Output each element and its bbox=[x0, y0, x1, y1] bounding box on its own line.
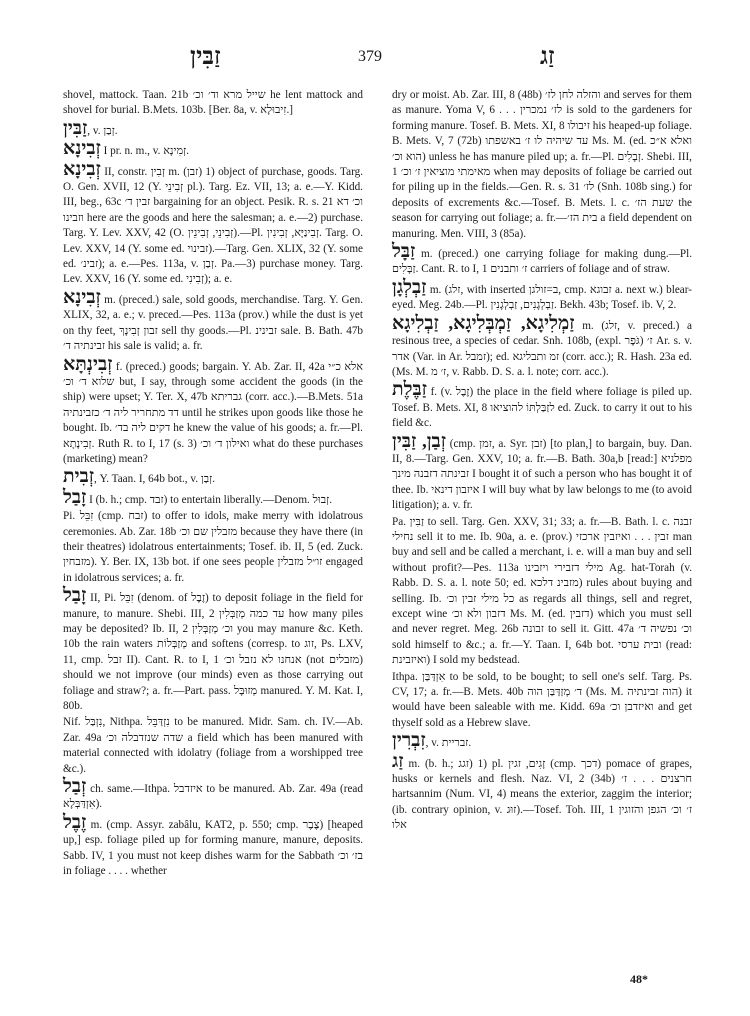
entry-text: I pr. n. m., v. זְמִינָא. bbox=[100, 145, 190, 158]
entry-text: shovel, mattock. Taan. 21b שייל מרא וד׳ וכ׳ he lent mattock and shovel for burial. B.Mets. 103b. [Ber. 8a, v. זִיבוּלָא.] bbox=[63, 89, 363, 117]
entry-headword: זְבַל bbox=[63, 776, 87, 798]
entry-text: Nif. נִזְבַּל, Nithpa. נִזְדַּבֵּל to be manured. Midr. Sam. ch. IV.—Ab. Zar. 49a שדה שנזדבלה וכ׳ a field which has been manured with material connected with idolatry (foliage from a worshipped tree &c.). bbox=[63, 716, 363, 775]
dictionary-entry bbox=[392, 670, 692, 732]
entry-headword: זְבַן, זַבִּין bbox=[392, 430, 446, 452]
entry-text: Ithpa. אִזְדַּבַּן to be sold, to be bought; to sell one's self. Targ. Ps. CV, 17; a. fr.—B. Mets. 40b ד׳ מְזַדַּבַּן הוה (Ms. M. הוה זבינתיה) it would have been saleable with me. Kidd. 69a ואיזדבן וכ׳ and get thyself sold as a Hebrew slave. bbox=[392, 670, 692, 729]
entry-headword: זַבְלְגָן bbox=[392, 276, 427, 298]
dictionary-entry bbox=[63, 286, 364, 355]
entry-text: (cmp. זמן, a. Syr. זבן) [to plan,] to bargain, buy. Dan. II, 8.—Targ. Gen. XXV, 10; a. fr.—B. Bath. 30a,b [read:] מפלניא זבינתה דזבנה מינך I bought it of such a person who has bought it of thee. Ib. איזבון דינאי I will buy what by law belongs to me (to avoid litigation); a. v. fr. bbox=[392, 437, 693, 512]
entry-headword: זָבַל bbox=[63, 486, 87, 508]
dictionary-entry bbox=[63, 353, 364, 468]
entry-text: I (b. h.; cmp. זבד) to entertain liberally.—Denom. זְבוּל. bbox=[86, 493, 333, 506]
right-running-head: זַג bbox=[540, 44, 555, 70]
entry-text: m. (preced.) sale, sold goods, merchandise. Targ. Y. Gen. XLIX, 32, a. e.; v. preced.—Pes. 113a (prov.) while the dust is yet on thy feet, זבון זְבִינָךְ sell thy goods.—Pl. זבינינ sale. B. Bath. 47b זבינתיה ד׳ his sale is valid; a. fr. bbox=[63, 293, 364, 353]
entry-headword: זִבְרִין bbox=[392, 730, 426, 752]
dictionary-entry bbox=[392, 243, 692, 278]
dictionary-entry bbox=[392, 88, 692, 242]
left-column bbox=[63, 88, 363, 881]
entry-headword: זֶבֶל bbox=[63, 811, 87, 833]
page-number: 379 bbox=[358, 48, 382, 65]
entry-text: Pa. זַבִּין to sell. Targ. Gen. XXV, 31; 33; a. fr.—B. Bath. l. c. זבנה נחילי sell it to me. Ib. 90a, a. e. (prov.) זבין . . . ואיזבין ארכזי man buy and sell and be called a merchant, i. e. will a man buy and sell without profit?—Pes. 113a מילי דזבירי ויזבינו Ag. hat-Torah (v. Rabb. D. S. a. l. note 50; ed. מזבינ דלכא) rules about buying and selling. Ib. כל מילי זבין וכ׳ as regards all things, sell and regret, except wine דזבון ולא וכ׳ Ms. M. (ed. דזבין) which you must sell and never regret. Meg. 26b זבונה to sell it. Gitt. 47a וכ׳ נפשיה ד׳ sold himself to &c.; a. fr.—Y. Taan. I, 64b bot. ובית ערסי (read: ואיזבינת) I sold my bedstead. bbox=[392, 515, 693, 667]
dictionary-entry bbox=[63, 811, 363, 880]
entry-headword: זַג bbox=[392, 750, 404, 772]
dictionary-entry bbox=[392, 732, 692, 751]
entry-text: m. (cmp. Assyr. zabâlu, KAT2, p. 550; cmp. צֶבֶר) [heaped up,] esp. foliage piled up for forming manure, manure, deposits. Sabb. IV, 1 you must not keep dishes warm for the Sabbath בז׳ וכ׳ in foliage . . . . whether bbox=[63, 818, 363, 878]
dictionary-entry bbox=[63, 509, 363, 586]
signature-mark: 48* bbox=[630, 972, 648, 986]
entry-text: Pi. זִבֵּל (cmp. זבח) to offer to idols, make merry with idolatrous ceremonies. Ab. Zar. 18b מזבלין שם וכ׳ because they have there (in their theatres) idolatrous entertainments; Tosef. ib. II, 5 (ed. Zuck. מזבחין). Y. Ber. IX, 13b bot. if one sees people זו״ל מזבלין engaged in idolatrous services; a. fr. bbox=[63, 510, 363, 584]
entry-text: dry or moist. Ab. Zar. III, 8 (48b) והזלה לחן לז׳ and serves for them as manure. Yoma V, 6 . . . לז׳ נמכרין is sold to the gardeners for forming manure. Tosef. B. Mets. XI, 8 זיבולו his heaped-up foliage. B. Mets. V, 7 (72b) עד שיהיה לו ז׳ באשפתו Ms. M. (ed. ואלא א״כ הוא וכ׳) unless he has manure piled up; a. fr.—Pl. זְבָלִים. Shebi. III, 1 מאימתי מוציאין ז׳ וכ׳ when may deposits of foliage be carried out for piling up in the fields.—Gen. R. s. 31 לז׳ (Snh. 108b sing.) for deposits of excrements &c.—Tosef. B. Mets. l. c. שעת הז׳ the season for carrying out foliage; a. fr.—בית הז׳ a field dependent on manuring. Men. VIII, 3 (85a). bbox=[392, 89, 693, 240]
dictionary-entry bbox=[392, 276, 692, 314]
entry-text: ch. same.—Ithpa. איזדבל to be manured. Ab. Zar. 49a (read אִזְדַּבְּלָא). bbox=[63, 783, 363, 811]
page-header bbox=[0, 44, 750, 74]
entry-headword: זַבֶּלֶת bbox=[392, 379, 427, 401]
entry-text: , Y. Taan. I, 64b bot., v. זְבַן. bbox=[94, 473, 216, 486]
entry-text: f. (preced.) goods; bargain. Y. Ab. Zar. II, 42a אלא כ״י שלוא ד׳ וכ׳ but, I say, through some accident the goods (in the ship) were upset; Y. Ter. X, 47b גבריתא (corr. acc.).—B.Mets. 51a דד מתחריר ליה ד׳ כזבינתיה until he strikes upon goods like those he bought. Ib. דקים ליה בד׳ he knew the value of his goods; a. fr.—Pl. זְבִינָתָא. Ruth R. to I, 17 (s. 3) ואילון ד׳ וכ׳ what do these purchases (marketing) mean? bbox=[63, 360, 364, 465]
entry-text: m. (זלג, with inserted ב=זולגן, cmp. זבוגא a. next w.) blear-eyed. Meg. 24b.—Pl. זַבְלְגָנִים, זַבְלְגָנִין. Bekh. 43b; Tosef. ib. V, 2. bbox=[392, 283, 692, 312]
right-column bbox=[392, 88, 692, 835]
entry-headword: זְבִינָא bbox=[63, 138, 101, 160]
left-running-head: זַבִּין bbox=[190, 44, 221, 70]
dictionary-entry bbox=[63, 140, 363, 159]
dictionary-entry bbox=[392, 312, 692, 381]
entry-headword: זְבִית bbox=[63, 466, 95, 488]
entry-text: m. (b. h.; זגג) 1) pl. זָגִים, זגין (cmp. דכך) pomace of grapes, husks or kernels and flesh. Naz. VI, 2 (34b) חרצנים . . . ז׳ hartsannim (Num. VI, 4) means the exterior, zaggim the interior; (ib. contrary opinion, v. זוּג).—Tosef. Toh. III, 1 ז׳ וכ׳ הגפן והזוגין אלו bbox=[392, 757, 693, 832]
dictionary-entry bbox=[63, 117, 363, 139]
entry-text: m. (preced.) one carrying foliage for making dung.—Pl. זַבָּלִים. Cant. R. to I, 1 ז׳ ותבנים carriers of foliage and of straw. bbox=[392, 248, 692, 276]
entry-text: f. (v. זֶבֶל) the place in the field where foliage is piled up. Tosef. B. Mets. XI, 8 לזַבַּלְתּוֹ להוציאו ed. Zuck. to carry it out to his field &c. bbox=[392, 386, 692, 430]
entry-text: , v. זְבַן. bbox=[87, 124, 118, 137]
entry-headword: זְבִינָא bbox=[63, 286, 101, 308]
dictionary-entry bbox=[63, 778, 363, 813]
entry-headword: זָבַל bbox=[63, 585, 87, 607]
dictionary-entry bbox=[392, 750, 693, 834]
dictionary-entry bbox=[63, 715, 363, 777]
dictionary-entry bbox=[392, 515, 692, 669]
dictionary-entry bbox=[63, 468, 363, 487]
entry-text: m. (זלג, v. preced.) a resinous tree, a species of cedar. Snh. 108b, (expl. גֹּפֶר) ז׳ Ar. s. v. אדר (Var. in Ar. זמבל); ed. זמ ותבליגא (corr. acc.); R. Hash. 23a ed. (Ms. M. ז׳ מ, v. Rabb. D. S. a. l. note; corr. acc.). bbox=[392, 319, 692, 378]
entry-headword: זְבִינְתָּא bbox=[63, 353, 113, 375]
entry-headword: זְבִינָא bbox=[63, 158, 101, 180]
dictionary-entry bbox=[63, 486, 363, 508]
entry-text: II, Pi. זִבֵּל (denom. of זֶבֶל) to deposit foliage in the field for manure, to manure. Shebi. III, 2 עד כמה מְזַבְּלִין how many piles may be deposited? Ib. II, 2 וכ׳ מְזַבְּלִין you may manure &c. Keth. 10b the rain waters מְזַבְּלוֹת and softens (corresp. to זוג, Ps. LXV, 11, cmp. זבל II). Cant. R. to I, 1 אנחנו לא נזבל וכ׳ (not מזבלים) should we not improve (our minds) even as those carrying out foliage and straw?; a. fr.—Part. pass. מְזוּבָּל manured. Y. M. Kat. I, 80b. bbox=[63, 592, 364, 713]
dictionary-entry bbox=[63, 88, 363, 119]
dictionary-entry bbox=[63, 158, 364, 288]
entry-headword: זַמְלִיגָא, זַמְבְּלִיגָא, זַבְלִיגָא bbox=[392, 312, 575, 334]
dictionary-entry bbox=[63, 587, 363, 714]
entry-headword: זַבָּל bbox=[392, 241, 416, 263]
dictionary-entry bbox=[392, 430, 693, 514]
entry-text: II, constr. זְבִין m. (זבן) 1) object of purchase, goods. Targ. O. Gen. XVII, 12 (Y. זְבִינֵי pl.). Targ. Ez. VII, 13; a. e.—Y. Kidd. III, beg., 63c זבין ד׳ bargaining for an object. Pesik. R. s. 21 וכ׳ דא וזבינו here are the goods and here the salesman; a. e.—2) purchase. Targ. Y. Lev. XXV, 42 (O. זְבִינֵי, זְבִינֵין).—Pl. זְבִינַיָּא, זְבִינִין. Targ. O. Lev. XXV, 14 (Y. some ed. זבינוי).—Targ. Gen. XLIX, 32 (Y. some ed. זבינ׳); a. e.—Pes. 113a, v. זְבַן. Pa.—3) purchase money. Targ. Lev. XXV, 16 (Y. some ed. זְבִינִי); a. e. bbox=[63, 165, 364, 286]
entry-text: , v. זבריית. bbox=[425, 737, 472, 750]
dictionary-entry bbox=[392, 381, 692, 431]
entry-headword: זַבִּין bbox=[63, 117, 88, 139]
